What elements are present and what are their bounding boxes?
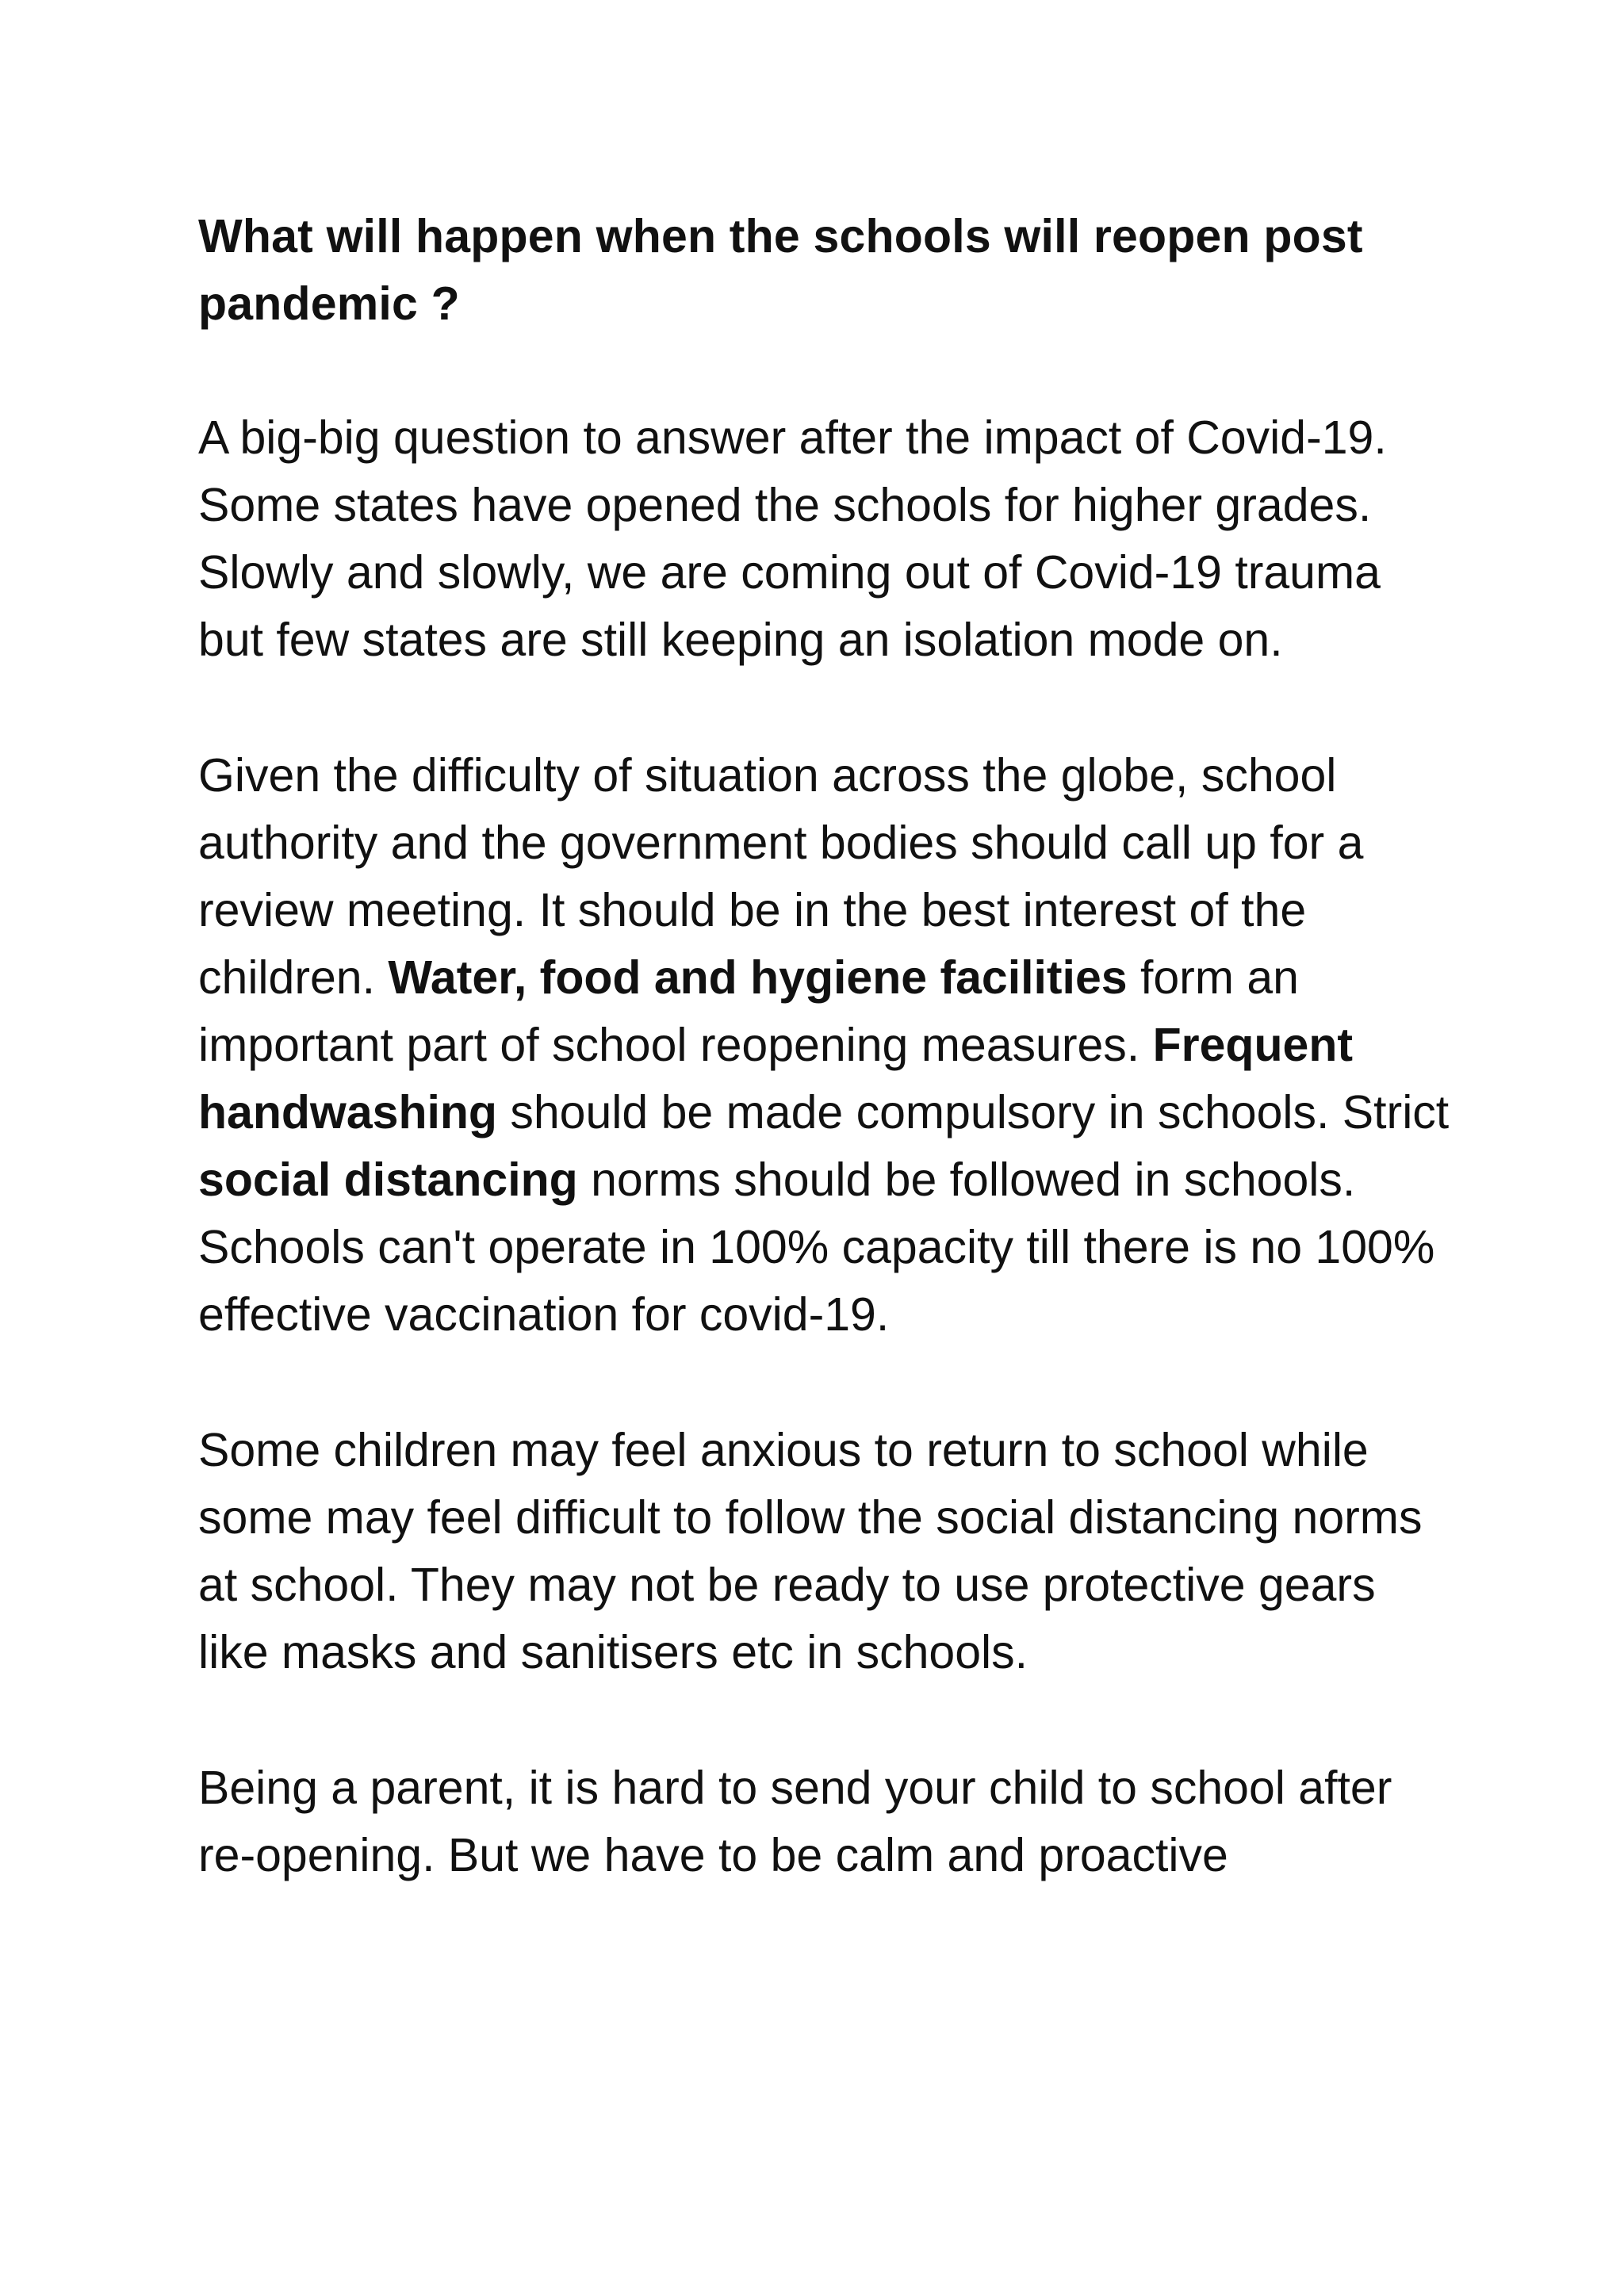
paragraph-children-anxiety: Some children may feel anxious to return to school while some may feel difficult to follow the social distancing norms at school. They may not be ready to use protective gears like masks and sanitisers etc in schools. bbox=[198, 1424, 1423, 1678]
paragraph-measures-text-3: should be made compulsory in schools. Strict bbox=[496, 1086, 1450, 1138]
article-body bbox=[198, 203, 1451, 1957]
emphasis-frequent-handwashing: Frequent handwashing bbox=[198, 1019, 1354, 1138]
paragraph-parents: Being a parent, it is hard to send your child to school after re-opening. But we have to be calm and proactive bbox=[198, 1762, 1392, 1881]
paragraph-intro: A big-big question to answer after the impact of Covid-19. Some states have opened the schools for higher grades. Slowly and slowly, we are coming out of Covid-19 trauma but few states are still keeping an isolation mode on. bbox=[198, 411, 1387, 666]
paragraph-measures-text-2: form an important part of school reopening measures. bbox=[198, 951, 1299, 1071]
emphasis-social-distancing: social distancing bbox=[198, 1154, 578, 1206]
paragraph-measures-text-1: Given the difficulty of situation across the globe, school authority and the government bodies should call up for a review meeting. It should be in the best interest of the children. bbox=[198, 749, 1364, 1004]
article-title: What will happen when the schools will reopen post pandemic ? bbox=[198, 210, 1363, 330]
emphasis-water-food-hygiene: Water, food and hygiene facilities bbox=[388, 951, 1128, 1004]
paragraph-measures bbox=[198, 742, 1451, 1349]
paragraph-measures-text-4: norms should be followed in schools. Schools can't operate in 100% capacity till there is no 100% effective vaccination for covid-19. bbox=[198, 1154, 1435, 1341]
